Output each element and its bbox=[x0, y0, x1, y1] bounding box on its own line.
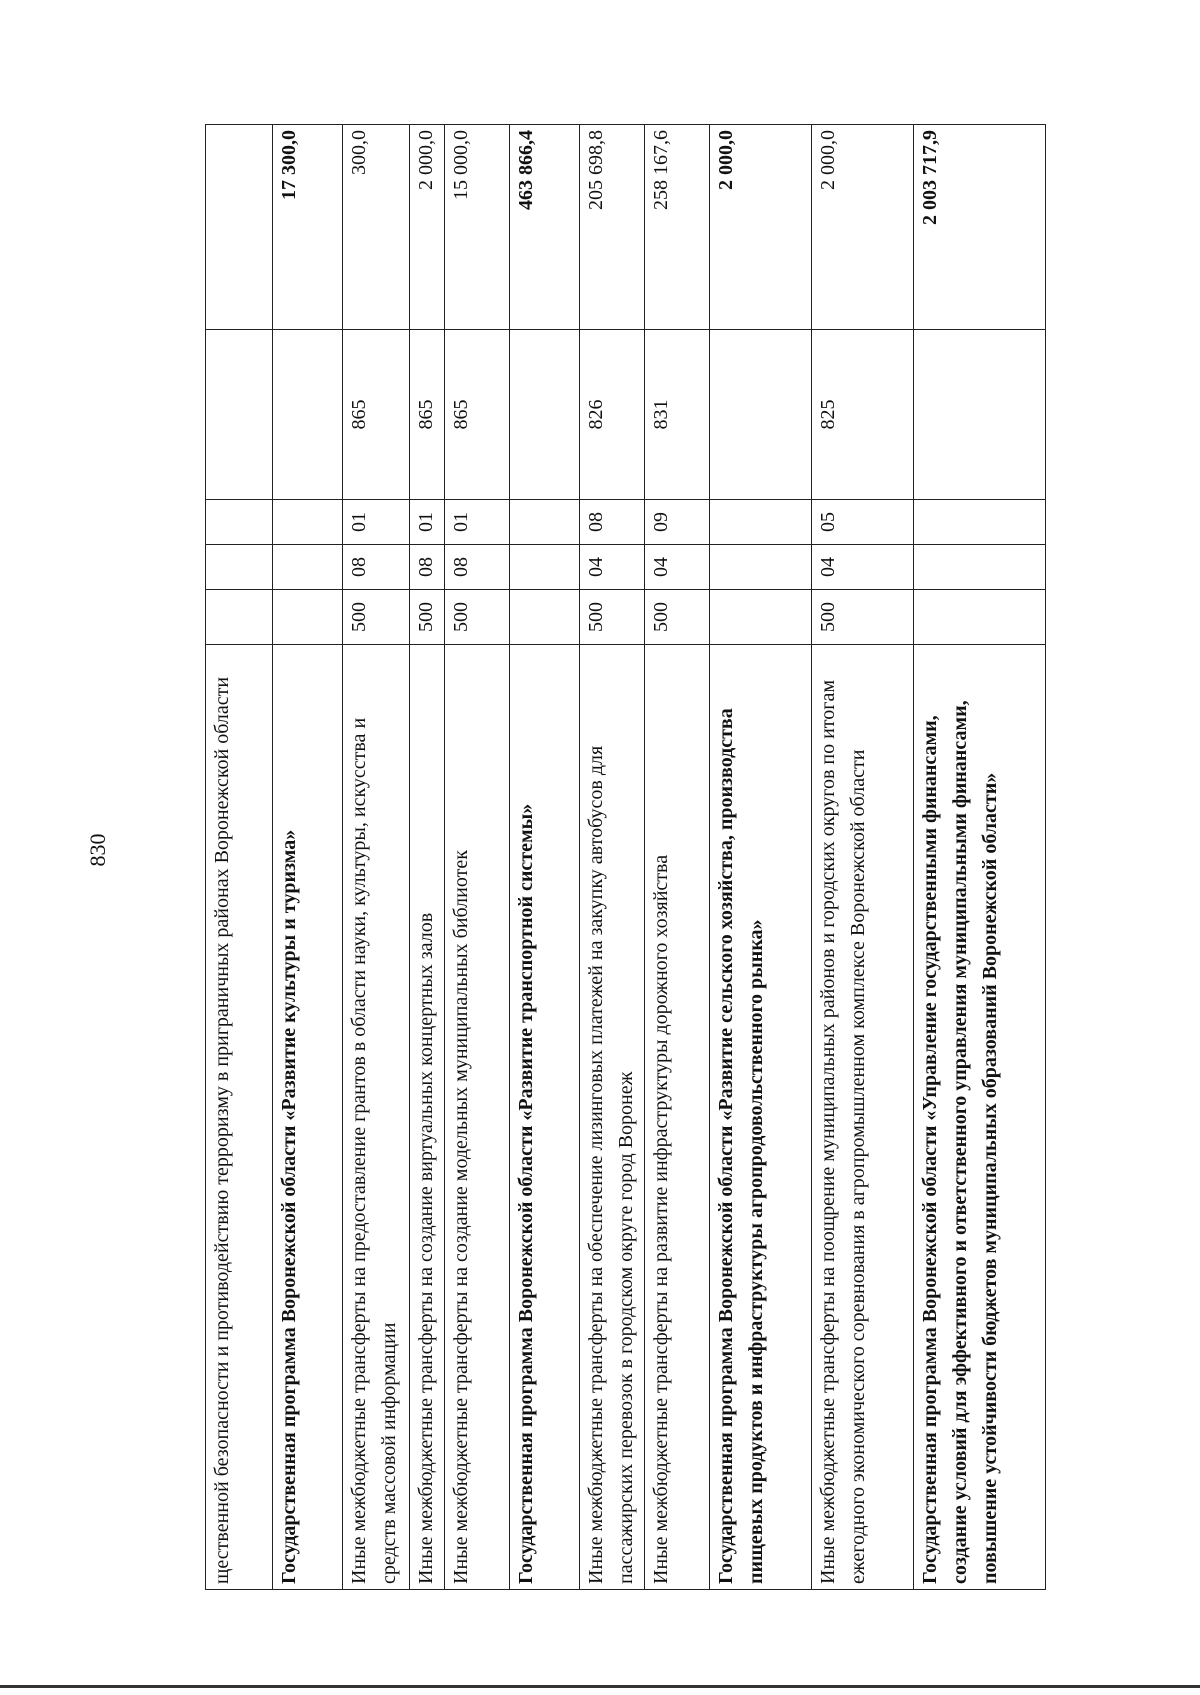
grbs-code-cell bbox=[710, 590, 812, 645]
section-code-cell bbox=[206, 545, 273, 590]
expense-type-code-cell: 865 bbox=[445, 330, 510, 500]
grbs-code-cell: 500 bbox=[812, 590, 914, 645]
grbs-code-cell bbox=[510, 590, 580, 645]
amount-cell: 15 000,0 bbox=[445, 125, 510, 330]
subsection-code-cell: 09 bbox=[645, 500, 710, 545]
row-name-cell: Государственная программа Воронежской области «Развитие транспортной системы» bbox=[510, 645, 580, 1590]
row-name-cell: Иные межбюджетные трансферты на обеспечение лизинговых платежей на закупку автобусов для пассажирских перевозок в городском округе город Воронеж bbox=[580, 645, 645, 1590]
expense-type-code-cell: 831 bbox=[645, 330, 710, 500]
subsection-code-cell: 01 bbox=[410, 500, 445, 545]
grbs-code-cell: 500 bbox=[580, 590, 645, 645]
subsection-code-cell bbox=[510, 500, 580, 545]
subsection-code-cell: 01 bbox=[445, 500, 510, 545]
expense-type-code-cell bbox=[710, 330, 812, 500]
table-row bbox=[445, 125, 510, 1590]
subsection-code-cell: 05 bbox=[812, 500, 914, 545]
subsection-code-cell bbox=[206, 500, 273, 545]
grbs-code-cell: 500 bbox=[343, 590, 410, 645]
section-code-cell bbox=[273, 545, 343, 590]
amount-cell: 463 866,4 bbox=[510, 125, 580, 330]
section-code-cell: 08 bbox=[410, 545, 445, 590]
grbs-code-cell: 500 bbox=[445, 590, 510, 645]
subsection-code-cell: 08 bbox=[580, 500, 645, 545]
row-name-cell: Иные межбюджетные трансферты на развитие инфраструктуры дорожного хозяйства bbox=[645, 645, 710, 1590]
expense-type-code-cell: 865 bbox=[410, 330, 445, 500]
grbs-code-cell: 500 bbox=[410, 590, 445, 645]
table-row bbox=[510, 125, 580, 1590]
subsection-code-cell: 01 bbox=[343, 500, 410, 545]
amount-cell: 205 698,8 bbox=[580, 125, 645, 330]
table-row bbox=[273, 125, 343, 1590]
expense-type-code-cell bbox=[206, 330, 273, 500]
table-row bbox=[206, 125, 273, 1590]
row-name-cell: Иные межбюджетные трансферты на предоставление грантов в области науки, культуры, искусства и средств массовой информации bbox=[343, 645, 410, 1590]
subsection-code-cell bbox=[710, 500, 812, 545]
subsection-code-cell bbox=[914, 500, 1046, 545]
budget-table bbox=[205, 124, 1046, 1590]
row-name-cell: Иные межбюджетные трансферты на поощрение муниципальных районов и городских округов по итогам ежегодного экономического соревнования в агропромышленном комплексе Воронежской области bbox=[812, 645, 914, 1590]
table-row bbox=[710, 125, 812, 1590]
expense-type-code-cell bbox=[273, 330, 343, 500]
row-name-cell: Государственная программа Воронежской области «Управление государственными финансами, создание условий для эффективного и ответственного управления муниципальными финансами, повышение устойчивости бюджетов муниципальных образований Воронежской области» bbox=[914, 645, 1046, 1590]
expense-type-code-cell: 865 bbox=[343, 330, 410, 500]
grbs-code-cell: 500 bbox=[645, 590, 710, 645]
rotated-table-wrapper bbox=[205, 125, 1010, 1590]
amount-cell: 258 167,6 bbox=[645, 125, 710, 330]
table-row bbox=[580, 125, 645, 1590]
row-name-cell: Государственная программа Воронежской области «Развитие культуры и туризма» bbox=[273, 645, 343, 1590]
amount-cell bbox=[206, 125, 273, 330]
row-name-cell: щественной безопасности и противодействию терроризму в приграничных районах Воронежской области bbox=[206, 645, 273, 1590]
subsection-code-cell bbox=[273, 500, 343, 545]
amount-cell: 2 000,0 bbox=[812, 125, 914, 330]
section-code-cell: 04 bbox=[580, 545, 645, 590]
amount-cell: 2 000,0 bbox=[710, 125, 812, 330]
section-code-cell: 08 bbox=[445, 545, 510, 590]
section-code-cell: 04 bbox=[645, 545, 710, 590]
expense-type-code-cell bbox=[914, 330, 1046, 500]
scan-edge-line bbox=[0, 1685, 1200, 1688]
amount-cell: 300,0 bbox=[343, 125, 410, 330]
table-row bbox=[410, 125, 445, 1590]
table-row bbox=[645, 125, 710, 1590]
table-row bbox=[343, 125, 410, 1590]
row-name-cell: Иные межбюджетные трансферты на создание модельных муниципальных библиотек bbox=[445, 645, 510, 1590]
grbs-code-cell bbox=[273, 590, 343, 645]
expense-type-code-cell: 825 bbox=[812, 330, 914, 500]
section-code-cell: 04 bbox=[812, 545, 914, 590]
amount-cell: 17 300,0 bbox=[273, 125, 343, 330]
section-code-cell bbox=[914, 545, 1046, 590]
table-row bbox=[812, 125, 914, 1590]
amount-cell: 2 000,0 bbox=[410, 125, 445, 330]
amount-cell: 2 003 717,9 bbox=[914, 125, 1046, 330]
table-row bbox=[914, 125, 1046, 1590]
expense-type-code-cell: 826 bbox=[580, 330, 645, 500]
grbs-code-cell bbox=[914, 590, 1046, 645]
expense-type-code-cell bbox=[510, 330, 580, 500]
page-number: 830 bbox=[85, 833, 110, 867]
section-code-cell: 08 bbox=[343, 545, 410, 590]
section-code-cell bbox=[710, 545, 812, 590]
grbs-code-cell bbox=[206, 590, 273, 645]
table-body bbox=[206, 125, 1046, 1590]
row-name-cell: Государственная программа Воронежской области «Развитие сельского хозяйства, производства пищевых продуктов и инфраструктуры агропродовольственного рынка» bbox=[710, 645, 812, 1590]
section-code-cell bbox=[510, 545, 580, 590]
row-name-cell: Иные межбюджетные трансферты на создание виртуальных концертных залов bbox=[410, 645, 445, 1590]
